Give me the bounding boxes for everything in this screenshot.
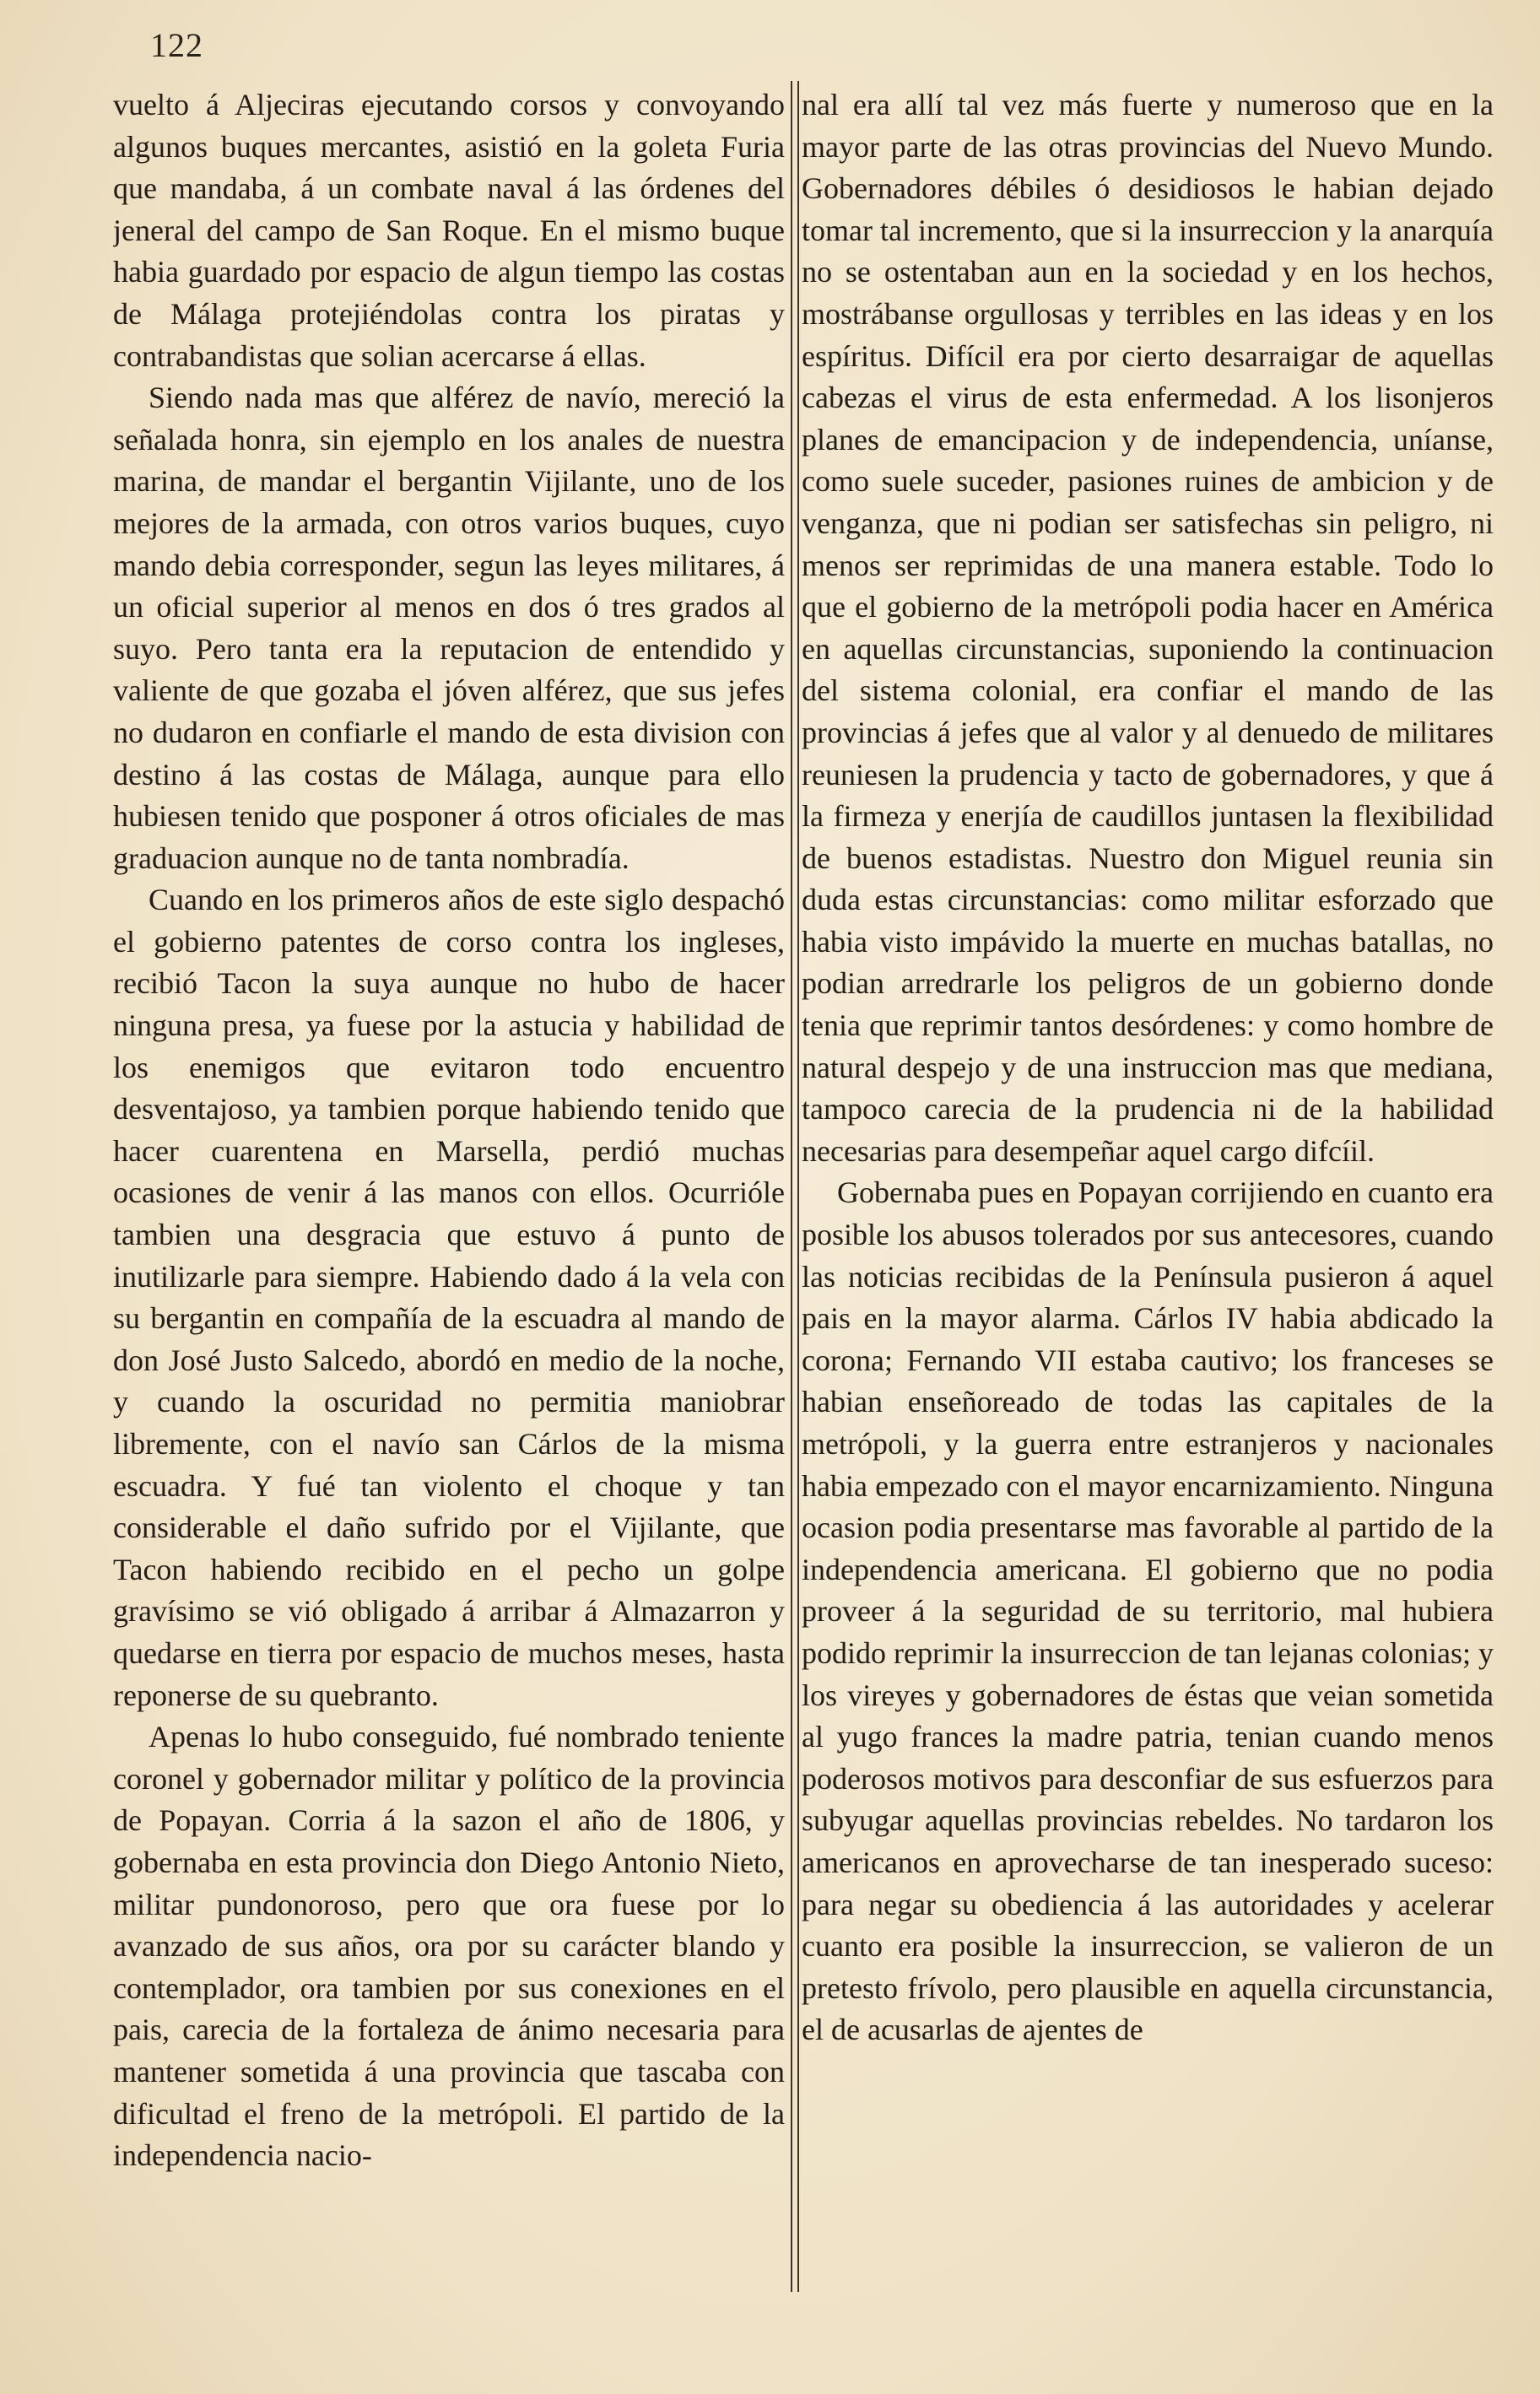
paragraph: Cuando en los primeros años de este siglo despachó el gobierno patentes de corso contra los ingleses, recibió Tacon la suya aunque no hubo de hacer ninguna presa, ya fuese por la astucia y habilidad de los enemigos que evitaron todo encuentro desventajoso, ya tambien porque habiendo tenido que hacer cuarentena en Marsella, perdió muchas ocasiones de venir á las manos con ellos. Ocurrióle tambien una desgracia que estuvo á punto de inutilizarle para siempre. Habiendo dado á la vela con su bergantin en compañía de la escuadra al mando de don José Justo Salcedo, abordó en medio de la noche, y cuando la oscuridad no permitia maniobrar libremente, con el navío san Cárlos de la misma escuadra. Y fué tan violento el choque y tan considerable el daño sufrido por el Vijilante, que Tacon habiendo recibido en el pecho un golpe gravísimo se vió obligado á arribar á Almazarron y quedarse en tierra por espacio de muchos meses, hasta reponerse de su quebranto.	[113, 883, 785, 1712]
page-number: 122	[150, 26, 203, 64]
column-divider	[791, 81, 792, 2292]
paragraph: Siendo nada mas que alférez de navío, mereció la señalada honra, sin ejemplo en los anales de nuestra marina, de mandar el bergantin Vijilante, uno de los mejores de la armada, con otros varios buques, cuyo mando debia corresponder, segun las leyes militares, á un oficial superior al menos en dos ó tres grados al suyo. Pero tanta era la reputacion de entendido y valiente de que gozaba el jóven alférez, que sus jefes no dudaron en confiarle el mando de esta division con destino á las costas de Málaga, aunque para ello hubiesen tenido que posponer á otros oficiales de mas graduacion aunque no de tanta nombradía.	[113, 381, 785, 875]
left-column	[113, 84, 785, 2312]
paragraph: Apenas lo hubo conseguido, fué nombrado teniente coronel y gobernador militar y político de la provincia de Popayan. Corria á la sazon el año de 1806, y gobernaba en esta provincia don Diego Antonio Nieto, militar pundonoroso, pero que ora fuese por lo avanzado de sus años, ora por su carácter blando y contemplador, ora tambien por sus conexiones en el pais, carecia de la fortaleza de ánimo necesaria para mantener sometida á una provincia que tascaba con dificultad el freno de la metrópoli. El partido de la independencia nacio-	[113, 1720, 785, 2173]
paragraph: nal era allí tal vez más fuerte y numeroso que en la mayor parte de las otras provincias del Nuevo Mundo. Gobernadores débiles ó desidiosos le habian dejado tomar tal incremento, que si la insurreccion y la anarquía no se ostentaban aun en la sociedad y en los hechos, mostrábanse orgullosas y terribles en las ideas y en los espíritus. Difícil era por cierto desarraigar de aquellas cabezas el virus de esta enfermedad. A los lisonjeros planes de emancipacion y de independencia, uníanse, como suele suceder, pasiones ruines de ambicion y de venganza, que ni podian ser satisfechas sin peligro, ni menos ser reprimidas de una manera estable. Todo lo que el gobierno de la metrópoli podia hacer en América en aquellas circunstancias, suponiendo la continuacion del sistema colonial, era confiar el mando de las provincias á jefes que al valor y al denuedo de militares reuniesen la prudencia y tacto de gobernadores, y que á la firmeza y enerjía de caudillos juntasen la flexibilidad de buenos estadistas. Nuestro don Miguel reunia sin duda estas circunstancias: como militar esforzado que habia visto impávido la muerte en muchas batallas, no podian arredrarle los peligros de un gobierno donde tenia que reprimir tantos desórdenes: y como hombre de natural despejo y de una instruccion mas que mediana, tampoco carecia de la prudencia ni de la habilidad necesarias para desempeñar aquel cargo difcíil.	[802, 88, 1494, 1168]
paragraph: vuelto á Aljeciras ejecutando corsos y convoyando algunos buques mercantes, asistió en la goleta Furia que mandaba, á un combate naval á las órdenes del jeneral del campo de San Roque. En el mismo buque habia guardado por espacio de algun tiempo las costas de Málaga protejiéndolas contra los piratas y contrabandistas que solian acercarse á ellas.	[113, 88, 785, 373]
paragraph: Gobernaba pues en Popayan corrijiendo en cuanto era posible los abusos tolerados por sus antecesores, cuando las noticias recibidas de la Península pusieron á aquel pais en la mayor alarma. Cárlos IV habia abdicado la corona; Fernando VII estaba cautivo; los franceses se habian enseñoreado de todas las capitales de la metrópoli, y la guerra entre estranjeros y nacionales habia empezado con el mayor encarnizamiento. Ninguna ocasion podia presentarse mas favorable al partido de la independencia americana. El gobierno que no podia proveer á la seguridad de su territorio, mal hubiera podido reprimir la insurreccion de tan lejanas colonias; y los vireyes y gobernadores de éstas que veian sometida al yugo frances la madre patria, tenian cuando menos poderosos motivos para desconfiar de sus esfuerzos para subyugar aquellas provincias rebeldes. No tardaron los americanos en aprovecharse de tan inesperado suceso: para negar su obediencia á las autoridades y acelerar cuanto era posible la insurreccion, se valieron de un pretesto frívolo, pero plausible en aquella circunstancia, el de acusarlas de ajentes de	[802, 1175, 1494, 2047]
column-divider	[797, 81, 799, 2292]
right-column	[802, 84, 1494, 2312]
